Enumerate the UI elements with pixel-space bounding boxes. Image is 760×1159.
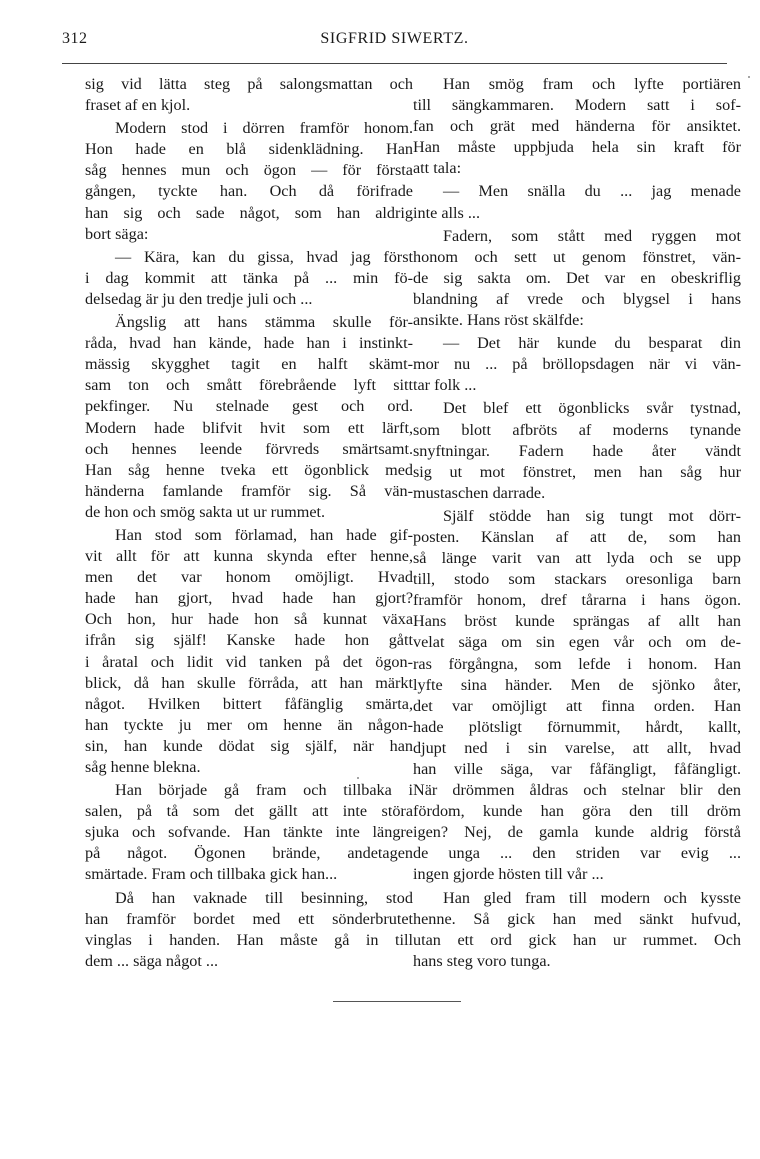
text-line: Då han vaknade till besinning, stod bbox=[115, 888, 413, 907]
paragraph bbox=[413, 74, 741, 179]
text-line: han ville säga, var fåfängligt, fåfängligt. bbox=[413, 760, 741, 778]
text-line: råda, hvad han kände, hade han i instinkt- bbox=[85, 334, 413, 353]
text-line: blick, då han skulle förråda, att han märkt bbox=[85, 673, 413, 692]
text-line: velat säga om sin egen vår och om de- bbox=[413, 633, 741, 652]
paragraph bbox=[85, 780, 413, 885]
paragraph bbox=[85, 118, 413, 245]
text-line: — Kära, kan du gissa, hvad jag först bbox=[115, 247, 413, 266]
paragraph bbox=[413, 398, 741, 503]
text-line: Han stod som förlamad, han hade gif- bbox=[115, 525, 413, 544]
text-line: Fadern, som stått med ryggen mot bbox=[443, 226, 741, 245]
text-line: honom och sett ut genom fönstret, vän- bbox=[413, 247, 741, 266]
paragraph bbox=[85, 74, 413, 116]
text-line: inte alls ... bbox=[413, 203, 480, 222]
text-line: sjuka och sofvande. Han tänkte inte längre bbox=[85, 823, 413, 842]
text-line: salen, på tå som det gällt att inte störa bbox=[85, 802, 413, 821]
text-line: så länge varit van att lyda och se upp bbox=[413, 549, 741, 568]
text-line: dem ... säga något ... bbox=[85, 951, 219, 970]
text-line: mässig skygghet tagit en halft skämt- bbox=[85, 355, 413, 374]
text-line: Han gled fram till modern och kysste bbox=[443, 888, 741, 907]
text-line: vit allt för att kunna skynda efter henne, bbox=[85, 547, 413, 566]
paragraph bbox=[85, 525, 413, 778]
text-line: henne. Så gick han med sänkt hufvud, bbox=[413, 909, 741, 928]
text-line: det var omöjligt att finna orden. Han bbox=[413, 696, 741, 715]
print-speck bbox=[357, 777, 359, 779]
text-line: ansikte. Hans röst skälfde: bbox=[413, 311, 584, 330]
text-line: igen? Nej, de gamla kunde aldrig förstå bbox=[413, 823, 741, 842]
paragraph bbox=[413, 181, 741, 223]
paragraph bbox=[85, 247, 413, 310]
text-line: i dag kommit att tänka på ... min fö- bbox=[85, 268, 413, 287]
paragraph bbox=[413, 506, 741, 886]
running-title: SIGFRID SIWERTZ. bbox=[320, 30, 469, 47]
page-number: 312 bbox=[62, 30, 88, 47]
text-line: När drömmen åldras och stelnar blir den bbox=[413, 781, 741, 800]
print-speck bbox=[748, 76, 750, 78]
text-line: sam ton och smått förebrående lyft sitt bbox=[85, 376, 413, 395]
text-line: de hon och smög sakta ut ur rummet. bbox=[85, 502, 326, 521]
text-line: de sig sakta om. Det var en obeskriflig bbox=[413, 268, 741, 287]
text-line: pekfinger. Nu stelnade gest och ord. bbox=[85, 397, 413, 416]
text-line: utan ett ord gick han ur rummet. Och bbox=[413, 930, 741, 949]
text-line: händerna famlande framför sig. Så vän- bbox=[85, 481, 413, 500]
text-line: Han måste uppbjuda hela sin kraft för bbox=[413, 138, 741, 157]
text-line: till, stodo som stackars oresonliga barn bbox=[413, 570, 741, 589]
text-line: Själf stödde han sig tungt mot dörr- bbox=[443, 506, 741, 525]
text-line: framför honom, dref tårarna i hans ögon. bbox=[413, 591, 741, 610]
text-line: hade plötsligt förnummit, hårdt, kallt, bbox=[413, 717, 741, 736]
text-line: på något. Ögonen brände, andetagen bbox=[85, 844, 413, 863]
text-line: fördom, kunde han göra den till dröm bbox=[413, 802, 741, 821]
paragraph bbox=[413, 226, 741, 331]
page-header bbox=[62, 30, 727, 54]
text-line: han framför bordet med ett sönderbrutet bbox=[85, 909, 413, 928]
text-line: han tyckte ju mer om henne än någon- bbox=[85, 715, 413, 734]
text-line: något. Hvilken bittert fåfänglig smärta, bbox=[85, 694, 413, 713]
left-text-column bbox=[85, 74, 413, 972]
text-line: bort säga: bbox=[85, 224, 149, 243]
text-line: ifrån sig själf! Kanske hade hon gått bbox=[85, 631, 413, 650]
text-line: Han började gå fram och tillbaka i bbox=[115, 781, 413, 800]
text-line: att tala: bbox=[413, 159, 462, 178]
text-line: sin, han kunde dödat sig själf, när han bbox=[85, 736, 413, 755]
text-line: Han smög fram och lyfte portiären bbox=[443, 75, 741, 93]
text-line: såg henne blekna. bbox=[85, 758, 201, 776]
right-text-column bbox=[413, 74, 741, 972]
text-line: sig ut mot fönstret, men han såg hur bbox=[413, 462, 741, 481]
header-rule bbox=[62, 63, 727, 64]
text-line: ingen gjorde hösten till vår ... bbox=[413, 865, 604, 884]
paragraph bbox=[85, 888, 413, 972]
text-line: snyftningar. Fadern hade åter vändt bbox=[413, 441, 741, 460]
end-of-chapter-rule bbox=[333, 1001, 461, 1002]
paragraph bbox=[85, 312, 413, 523]
text-line: såg hennes mun och ögon — för första bbox=[85, 161, 413, 180]
text-line: lyfte sina händer. Men de sjönko åter, bbox=[413, 675, 741, 694]
text-line: tar folk ... bbox=[413, 376, 477, 395]
text-line: ras förgångna, som lefde i honom. Han bbox=[413, 654, 741, 673]
text-line: fan och grät med händerna för ansiktet. bbox=[413, 117, 741, 136]
text-line: men det var honom omöjligt. Hvad bbox=[85, 568, 413, 587]
text-line: Modern stod i dörren framför honom. bbox=[115, 119, 413, 138]
text-line: Han såg henne tveka ett ögonblick med bbox=[85, 460, 413, 479]
text-line: djupt ned i sin varelse, att allt, hvad bbox=[413, 738, 741, 757]
text-line: vinglas i handen. Han måste gå in till bbox=[85, 930, 413, 949]
text-line: hans steg voro tunga. bbox=[413, 951, 551, 970]
text-line: och hennes leende förvreds smärtsamt. bbox=[85, 439, 413, 458]
text-line: delsedag är ju den tredje juli och ... bbox=[85, 289, 313, 308]
text-line: smärtade. Fram och tillbaka gick han... bbox=[85, 865, 338, 884]
text-line: — Men snälla du ... jag menade bbox=[443, 182, 741, 201]
paragraph bbox=[413, 333, 741, 396]
text-line: Ängslig att hans stämma skulle för- bbox=[115, 313, 413, 332]
text-line: mor nu ... på bröllopsdagen när vi vän- bbox=[413, 355, 741, 374]
text-line: fraset af en kjol. bbox=[85, 96, 191, 115]
text-line: Det blef ett ögonblicks svår tystnad, bbox=[443, 399, 741, 418]
text-line: hade han gjort, hvad hade han gjort? bbox=[85, 589, 413, 608]
text-line: Och hon, hur hade hon så kunnat växa bbox=[85, 610, 413, 629]
text-line: blandning af vrede och blygsel i hans bbox=[413, 289, 741, 308]
text-line: Modern hade blifvit hvit som ett lärft, bbox=[85, 418, 413, 437]
paragraph bbox=[413, 888, 741, 972]
text-line: Hans bröst kunde sprängas af allt han bbox=[413, 612, 741, 631]
text-line: mustaschen darrade. bbox=[413, 483, 546, 502]
text-line: posten. Känslan af att de, som han bbox=[413, 527, 741, 546]
text-line: — Det här kunde du besparat din bbox=[443, 334, 741, 353]
text-line: till sängkammaren. Modern satt i sof- bbox=[413, 96, 741, 115]
text-line: som blott afbröts af moderns tynande bbox=[413, 420, 741, 439]
text-line: i åratal och lidit vid tanken på det ögon- bbox=[85, 652, 413, 671]
text-line: gången, tyckte han. Och då förifrade bbox=[85, 182, 413, 201]
text-line: de unga ... den striden var evig ... bbox=[413, 844, 741, 863]
text-line: han sig och sade något, som han aldrig bbox=[85, 203, 413, 222]
text-line: sig vid lätta steg på salongsmattan och bbox=[85, 75, 413, 93]
text-line: Hon hade en blå sidenklädning. Han bbox=[85, 140, 413, 159]
